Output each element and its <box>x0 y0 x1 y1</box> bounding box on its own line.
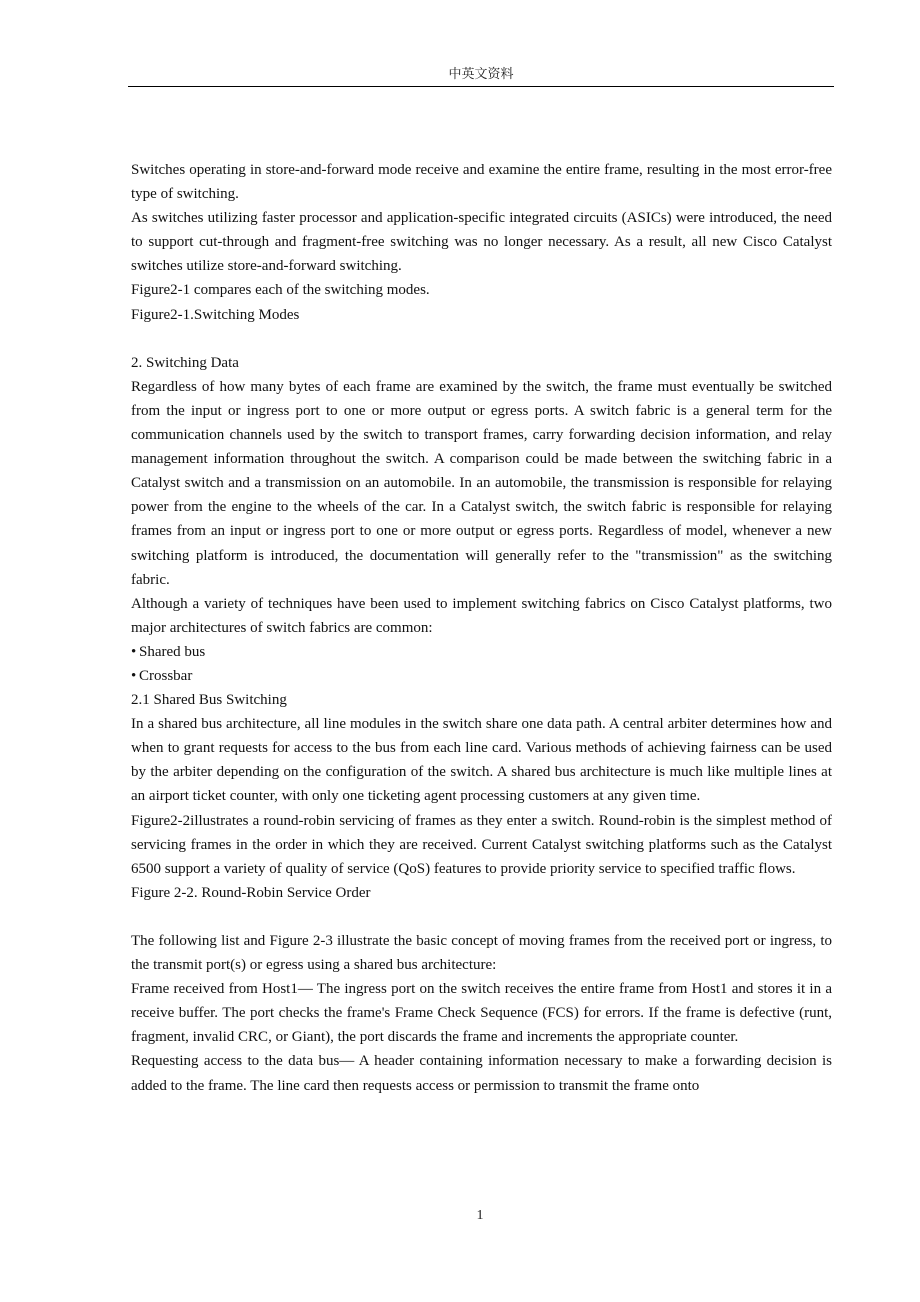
paragraph-shared-bus-list-intro: The following list and Figure 2-3 illustrate the basic concept of moving frames from the received port or ingress, to the transmit port(s) or egress using a shared bus architecture: <box>131 933 832 974</box>
blank-line <box>131 327 832 351</box>
paragraph-store-and-forward: Switches operating in store-and-forward mode receive and examine the entire frame, resulting in the most error-free type of switching. <box>131 162 832 203</box>
section-heading-shared-bus: 2.1 Shared Bus Switching <box>131 692 287 709</box>
figure-2-1-caption: Figure2-1.Switching Modes <box>131 306 300 323</box>
paragraph-figure-2-1-reference: Figure2-1 compares each of the switching modes. <box>131 282 430 299</box>
page-header <box>128 64 834 87</box>
figure-2-2-caption: Figure 2-2. Round-Robin Service Order <box>131 884 371 901</box>
bullet-crossbar: • Crossbar <box>131 664 832 688</box>
section-heading-switching-data: 2. Switching Data <box>131 354 239 371</box>
paragraph-requesting-access: Requesting access to the data bus— A header containing information necessary to make a forwarding decision is added to the frame. The line card then requests access or permission to transmit the frame onto <box>131 1053 832 1094</box>
paragraph-frame-received: Frame received from Host1— The ingress port on the switch receives the entire frame from Host1 and stores it in a receive buffer. The port checks the frame's Frame Check Sequence (FCS) for errors. If the frame is defective (runt, fragment, invalid CRC, or Giant), the port discards the frame and increments the appropriate counter. <box>131 981 832 1046</box>
paragraph-asics: As switches utilizing faster processor and application-specific integrated circuits (ASICs) were introduced, the need to support cut-through and fragment-free switching was no longer necessary. As a result, all new Cisco Catalyst switches utilize store-and-forward switching. <box>131 210 832 275</box>
paragraph-round-robin: Figure2-2illustrates a round-robin servicing of frames as they enter a switch. Round-robin is the simplest method of servicing frames in the order in which they are received. Current Catalyst switching platforms such as the Catalyst 6500 support a variety of quality of service (QoS) features to provide priority service to specified traffic flows. <box>131 812 832 877</box>
paragraph-architectures: Although a variety of techniques have been used to implement switching fabrics on Cisco Catalyst platforms, two major architectures of switch fabrics are common: <box>131 595 832 636</box>
paragraph-switch-fabric: Regardless of how many bytes of each frame are examined by the switch, the frame must eventually be switched from the input or ingress port to one or more output or egress ports. A switch fabric is a general term for the communication channels used by the switch to transport frames, carry forwarding decision information, and relay management information throughout the switch. A comparison could be made between the switching fabric in a Catalyst switch and a transmission on an automobile. In an automobile, the transmission is responsible for relaying power from the engine to the wheels of the car. In a Catalyst switch, the switch fabric is responsible for relaying frames from an input or ingress port to one or more output or egress ports. Regardless of model, whenever a new switching platform is introduced, the documentation will generally refer to the "transmission" as the switching fabric. <box>131 378 832 588</box>
page-header-title: 中英文资料 <box>448 66 514 81</box>
paragraph-shared-bus-architecture: In a shared bus architecture, all line modules in the switch share one data path. A central arbiter determines how and when to grant requests for access to the bus from each line card. Various methods of achieving fairness can be used by the arbiter depending on the configuration of the switch. A shared bus architecture is much like multiple lines at an airport ticket counter, with only one ticketing agent processing customers at any given time. <box>131 716 832 805</box>
document-body <box>131 158 832 1098</box>
page-number: 1 <box>476 1208 484 1223</box>
bullet-shared-bus: • Shared bus <box>131 640 832 664</box>
blank-line <box>131 905 832 929</box>
